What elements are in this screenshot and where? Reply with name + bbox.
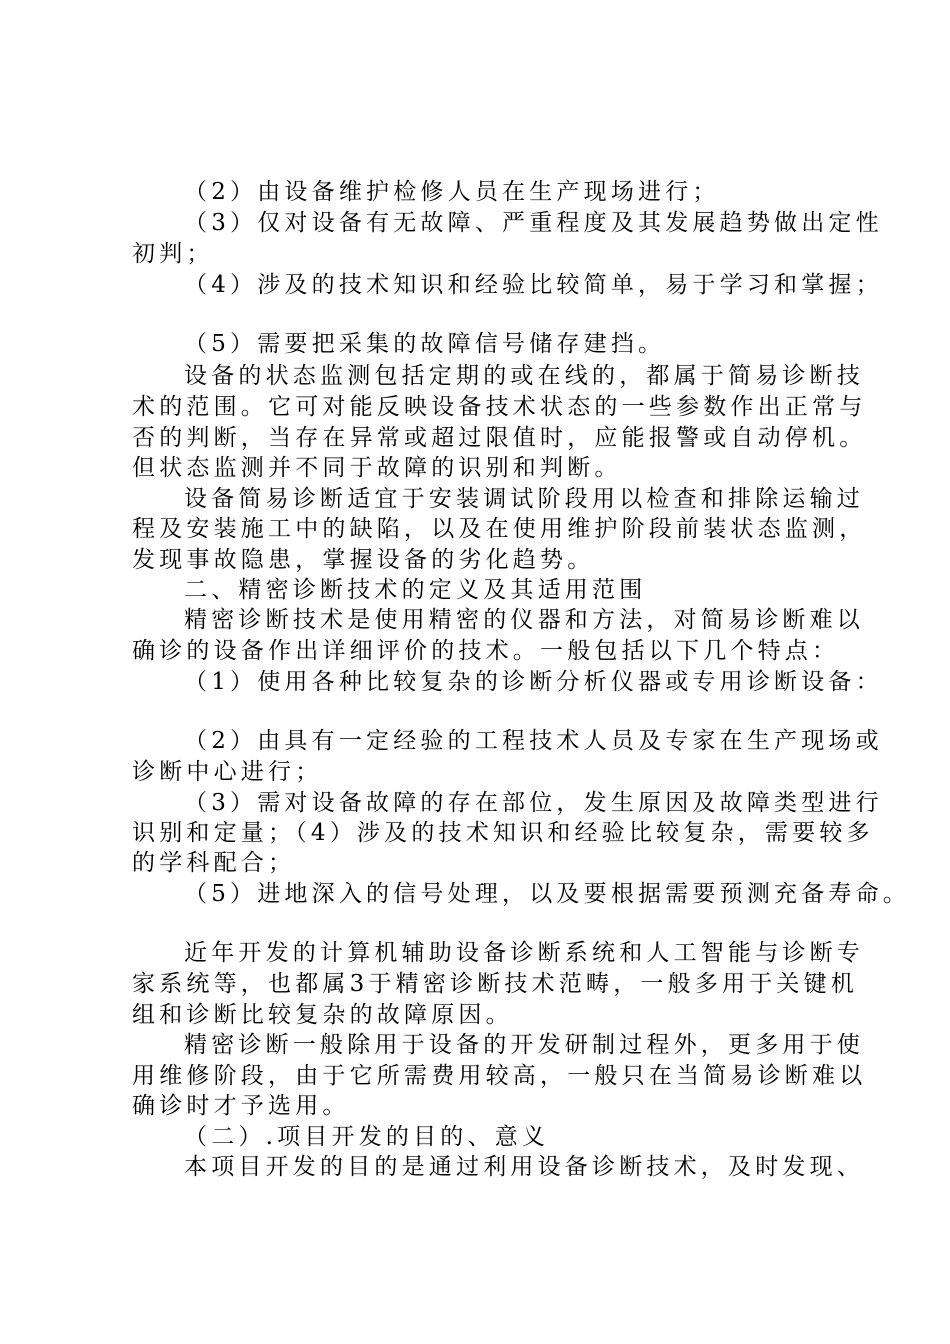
- text-line: （5）进地深入的信号处理，以及要根据需要预测充备寿命。: [184, 881, 911, 907]
- text-line: 但状态监测并不同于故障的识别和判断。: [132, 455, 622, 481]
- text-line: 家系统等，也都属3于精密诊断技术范畴，一般多用于关键机: [132, 971, 859, 997]
- text-line: 设备简易诊断适宜于安装调试阶段用以检查和排除运输过: [184, 486, 864, 512]
- text-line: 诊断中心进行；: [132, 759, 323, 785]
- text-line: 发现事故隐患，掌握设备的劣化趋势。: [132, 547, 595, 573]
- text-line: 组和诊断比较复杂的故障原因。: [132, 1002, 513, 1028]
- section-heading: 二、精密诊断技术的定义及其适用范围: [184, 577, 647, 603]
- text-line: （4）涉及的技术知识和经验比较简单，易于学习和掌握；: [184, 272, 883, 298]
- text-line: 识别和定量；（4）涉及的技术知识和经验比较复杂，需要较多: [132, 820, 874, 846]
- text-line: （2）由具有一定经验的工程技术人员及专家在生产现场或: [184, 728, 883, 754]
- text-line: （1）使用各种比较复杂的诊断分析仪器或专用诊断设备：: [184, 669, 883, 695]
- text-line: 设备的状态监测包括定期的或在线的，都属于简易诊断技: [184, 363, 864, 389]
- section-heading: （二）.项目开发的目的、意义: [184, 1124, 550, 1150]
- text-line: 精密诊断技术是使用精密的仪器和方法，对简易诊断难以: [184, 607, 864, 633]
- text-line: 确诊时才予选用。: [132, 1093, 350, 1119]
- text-line: 精密诊断一般除用于设备的开发研制过程外，更多用于使: [184, 1032, 864, 1058]
- text-line: （5）需要把采集的故障信号储存建挡。: [184, 331, 666, 357]
- text-line: 初判；: [132, 241, 214, 267]
- text-line: （3）需对设备故障的存在部位，发生原因及故障类型进行: [184, 790, 883, 816]
- text-line: （3）仅对设备有无故障、严重程度及其发展趋势做出定性: [184, 210, 883, 236]
- text-line: （2）由设备维护检修人员在生产现场进行；: [184, 179, 720, 205]
- text-line: 近年开发的计算机辅助设备诊断系统和人工智能与诊断专: [184, 940, 864, 966]
- text-line: 确诊的设备作出详细评价的技术。一般包括以下几个特点：: [132, 638, 840, 664]
- text-line: 本项目开发的目的是通过利用设备诊断技术，及时发现、: [184, 1154, 864, 1180]
- text-line: 程及安装施工中的缺陷，以及在使用维护阶段前装状态监测，: [132, 516, 867, 542]
- text-line: 否的判断，当存在异常或超过限值时，应能报警或自动停机。: [132, 425, 867, 451]
- text-line: 术的范围。它可对能反映设备技术状态的一些参数作出正常与: [132, 394, 867, 420]
- text-line: 的学科配合；: [132, 850, 296, 876]
- text-line: 用维修阶段，由于它所需费用较高，一般只在当简易诊断难以: [132, 1063, 867, 1089]
